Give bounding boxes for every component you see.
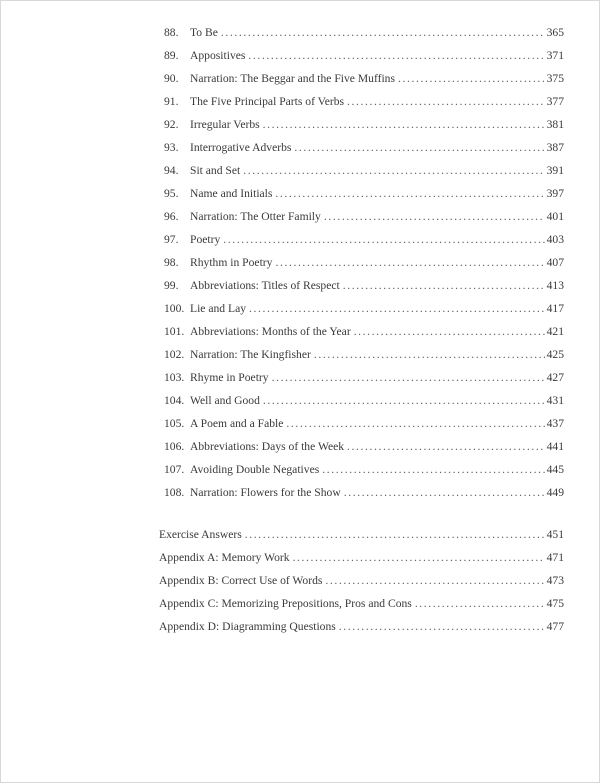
lesson-title: Name and Initials: [190, 187, 273, 200]
lesson-number: 95.: [164, 187, 179, 200]
appendix-title: Appendix A: Memory Work: [159, 551, 290, 564]
toc-row: [0, 230, 600, 250]
toc-row: [0, 368, 600, 388]
page-number: 375: [546, 72, 564, 85]
lesson-title: Abbreviations: Titles of Respect: [190, 279, 340, 292]
toc-row: [0, 92, 600, 112]
lesson-number: 89.: [164, 49, 179, 62]
appendix-row: [0, 548, 600, 568]
toc-row: [0, 184, 600, 204]
dot-leader: [322, 460, 544, 480]
toc-row: [0, 207, 600, 227]
page-number: 477: [546, 620, 564, 633]
page-number: 427: [546, 371, 564, 384]
lesson-title: Appositives: [190, 49, 246, 62]
appendix-row: [0, 594, 600, 614]
page-number: 401: [546, 210, 564, 223]
dot-leader: [293, 548, 545, 568]
dot-leader: [223, 230, 544, 250]
lesson-title: The Five Principal Parts of Verbs: [190, 95, 345, 108]
dot-leader: [263, 115, 545, 135]
toc-row: [0, 391, 600, 411]
page-number: 475: [546, 597, 564, 610]
lesson-title: Abbreviations: Days of the Week: [190, 440, 345, 453]
lesson-title: Rhythm in Poetry: [190, 256, 273, 269]
dot-leader: [343, 276, 545, 296]
lesson-number: 105.: [164, 417, 185, 430]
dot-leader: [245, 525, 545, 545]
lesson-number: 100.: [164, 302, 185, 315]
lesson-number: 88.: [164, 26, 179, 39]
page-number: 403: [546, 233, 564, 246]
dot-leader: [249, 299, 545, 319]
dot-leader: [314, 345, 545, 365]
lesson-title: Abbreviations: Months of the Year: [190, 325, 351, 338]
page-number: 381: [546, 118, 564, 131]
toc-row: [0, 483, 600, 503]
lesson-number: 92.: [164, 118, 179, 131]
dot-leader: [344, 483, 545, 503]
dot-leader: [339, 617, 545, 637]
lesson-number: 91.: [164, 95, 179, 108]
page-number: 473: [546, 574, 564, 587]
dot-leader: [275, 253, 544, 273]
lesson-title: Narration: Flowers for the Show: [190, 486, 341, 499]
dot-leader: [221, 23, 545, 43]
toc-row: [0, 276, 600, 296]
dot-leader: [263, 391, 545, 411]
dot-leader: [294, 138, 544, 158]
lesson-number: 101.: [164, 325, 185, 338]
dot-leader: [272, 368, 545, 388]
dot-leader: [275, 184, 544, 204]
lesson-number: 102.: [164, 348, 185, 361]
appendix-title: Appendix D: Diagramming Questions: [159, 620, 336, 633]
toc-row: [0, 23, 600, 43]
dot-leader: [347, 92, 545, 112]
page-number: 445: [546, 463, 564, 476]
toc-row: [0, 46, 600, 66]
appendix-title: Appendix C: Memorizing Prepositions, Pros and Cons: [159, 597, 412, 610]
lesson-title: Narration: The Kingfisher: [190, 348, 311, 361]
lesson-title: Avoiding Double Negatives: [190, 463, 320, 476]
appendix-row: [0, 571, 600, 591]
appendix-row: [0, 617, 600, 637]
page-number: 407: [546, 256, 564, 269]
page-number: 451: [546, 528, 564, 541]
toc-row: [0, 322, 600, 342]
lesson-title: Narration: The Otter Family: [190, 210, 321, 223]
dot-leader: [398, 69, 545, 89]
toc-row: [0, 414, 600, 434]
lesson-number: 94.: [164, 164, 179, 177]
page-number: 425: [546, 348, 564, 361]
lesson-number: 106.: [164, 440, 185, 453]
lesson-title: Poetry: [190, 233, 221, 246]
lesson-number: 93.: [164, 141, 179, 154]
page-number: 421: [546, 325, 564, 338]
lesson-title: Sit and Set: [190, 164, 241, 177]
lesson-number: 99.: [164, 279, 179, 292]
page-number: 431: [546, 394, 564, 407]
dot-leader: [325, 571, 544, 591]
lesson-number: 103.: [164, 371, 185, 384]
lesson-number: 97.: [164, 233, 179, 246]
toc-row: [0, 69, 600, 89]
page-number: 471: [546, 551, 564, 564]
lesson-number: 107.: [164, 463, 185, 476]
dot-leader: [347, 437, 545, 457]
toc-row: [0, 161, 600, 181]
toc-row: [0, 437, 600, 457]
lesson-title: Rhyme in Poetry: [190, 371, 269, 384]
appendix-title: Exercise Answers: [159, 528, 242, 541]
lesson-title: Interrogative Adverbs: [190, 141, 292, 154]
lesson-number: 104.: [164, 394, 185, 407]
lesson-number: 96.: [164, 210, 179, 223]
lesson-number: 90.: [164, 72, 179, 85]
lesson-title: A Poem and a Fable: [190, 417, 284, 430]
dot-leader: [415, 594, 545, 614]
dot-leader: [354, 322, 545, 342]
appendix-title: Appendix B: Correct Use of Words: [159, 574, 323, 587]
page-number: 371: [546, 49, 564, 62]
dot-leader: [243, 161, 544, 181]
page-number: 417: [546, 302, 564, 315]
page-number: 441: [546, 440, 564, 453]
lesson-title: To Be: [190, 26, 218, 39]
lesson-title: Narration: The Beggar and the Five Muffins: [190, 72, 395, 85]
page-number: 397: [546, 187, 564, 200]
page-number: 449: [546, 486, 564, 499]
lesson-number: 108.: [164, 486, 185, 499]
lesson-title: Well and Good: [190, 394, 260, 407]
dot-leader: [248, 46, 544, 66]
page-number: 387: [546, 141, 564, 154]
toc-row: [0, 115, 600, 135]
appendix-row: [0, 525, 600, 545]
toc-row: [0, 299, 600, 319]
page-number: 365: [546, 26, 564, 39]
lesson-title: Irregular Verbs: [190, 118, 260, 131]
dot-leader: [286, 414, 544, 434]
page-number: 377: [546, 95, 564, 108]
page-number: 413: [546, 279, 564, 292]
page-number: 391: [546, 164, 564, 177]
toc-row: [0, 138, 600, 158]
toc-row: [0, 253, 600, 273]
page-number: 437: [546, 417, 564, 430]
lesson-number: 98.: [164, 256, 179, 269]
dot-leader: [324, 207, 545, 227]
toc-row: [0, 345, 600, 365]
toc-row: [0, 460, 600, 480]
lesson-title: Lie and Lay: [190, 302, 247, 315]
